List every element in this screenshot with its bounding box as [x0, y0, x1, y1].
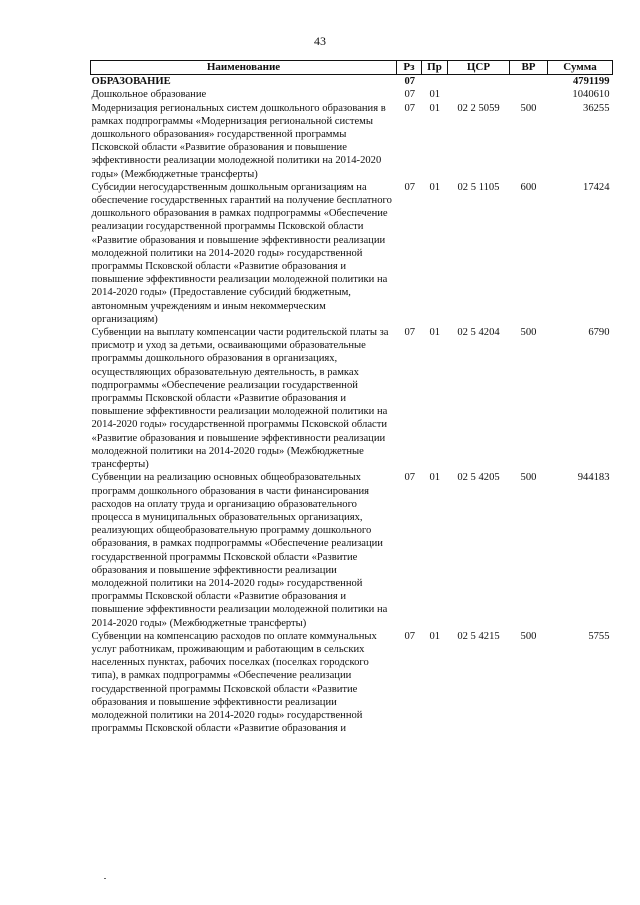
- row-vr: 600: [520, 181, 537, 193]
- row-csr: [448, 88, 510, 101]
- table-row: [91, 102, 613, 181]
- row-rz: 07: [404, 181, 416, 193]
- row-rz: 07: [404, 89, 416, 101]
- row-csr: [448, 75, 510, 89]
- header-rz: Рз: [397, 61, 422, 75]
- row-rz: 07: [404, 472, 416, 484]
- table-row: [91, 326, 613, 471]
- row-vr: 500: [520, 327, 537, 339]
- row-vr: 500: [520, 102, 537, 114]
- row-name: ОБРАЗОВАНИЕ: [91, 76, 171, 88]
- row-sum: 5755: [588, 630, 610, 642]
- table-row-section-total: [91, 75, 613, 89]
- row-name: Субсидии негосударственным дошкольным организациям на обеспечение государственных гарантий на получение бесплатного дошкольного образования в рамках подпрограммы «Обеспечение реализации государственной программы Псковской области «Развитие образования и повышение эффективности реализации молодежной политики на 2014-2020 годы» государственной программы Псковской области «Развитие образования и повышение эффективности реализации молодежной политики на 2014-2020 годы» (Предоставление субсидий бюджетным, автономным учреждениям и иным некоммерческим организациям): [91, 181, 392, 325]
- row-sum: 36255: [583, 102, 610, 114]
- row-vr: 500: [520, 630, 537, 642]
- page-number: 43: [314, 34, 326, 48]
- row-pr: [422, 75, 448, 89]
- row-csr: 02 5 4205: [457, 472, 500, 484]
- row-name: Субвенции на компенсацию расходов по оплате коммунальных услуг работникам, проживающим и работающим в сельских населенных пунктах, рабочих поселках (поселках городского типа), в рамках подпрограммы «Обеспечение реализации государственной программы Псковской области «Развитие образования и повышение эффективности реализации молодежной политики на 2014-2020 годы» государственной программы Псковской области «Развитие образования и: [91, 630, 377, 735]
- row-sum: 6790: [588, 327, 610, 339]
- row-name: Субвенции на реализацию основных общеобразовательных программ дошкольного образования в части финансирования расходов на оплату труда и организацию образовательного процесса в муниципальных образовательных организациях, реализующих общеобразовательную программу дошкольного образования, в рамках подпрограммы «Обеспечение реализации государственной программы Псковской области «Развитие образования и повышение эффективности реализации молодежной политики на 2014-2020 годы» государственной программы Псковской области «Развитие образования и повышение эффективности реализации молодежной политики на 2014-2020 годы» (Межбюджетные трансферты): [91, 472, 388, 629]
- table-row: [91, 181, 613, 326]
- row-csr: 02 2 5059: [457, 102, 500, 114]
- row-name: Субвенции на выплату компенсации части родительской платы за присмотр и уход за детьми, осваивающими образовательные программы дошкольного образования в организациях, осуществляющих образовательную деятельность, в рамках подпрограммы «Обеспечение реализации государственной программы Псковской области «Развитие образования и повышение эффективности реализации молодежной политики на 2014-2020 годы» государственной программы Псковской области «Развитие образования и повышение эффективности реализации молодежной политики на 2014-2020 годы» (Межбюджетные трансферты): [91, 327, 389, 471]
- row-pr: 01: [429, 472, 441, 484]
- header-csr: ЦСР: [448, 61, 510, 75]
- row-rz: 07: [404, 102, 416, 114]
- row-sum: 4791199: [573, 76, 610, 88]
- table-row: [91, 471, 613, 629]
- row-csr: 02 5 1105: [457, 181, 500, 193]
- row-name: Дошкольное образование: [91, 89, 207, 101]
- budget-table: [90, 60, 613, 735]
- row-pr: 01: [429, 630, 441, 642]
- row-name: Модернизация региональных систем дошкольного образования в рамках подпрограммы «Модернизация региональной системы дошкольного образования» государственной программы Псковской области «Развитие образования и повышение эффективности реализации молодежной политики на 2014-2020 годы» (Межбюджетные трансферты): [91, 102, 386, 180]
- row-pr: 01: [429, 102, 441, 114]
- row-sum: 1040610: [572, 89, 610, 101]
- row-rz: 07: [404, 76, 416, 88]
- row-vr: [510, 88, 548, 101]
- row-csr: 02 5 4215: [457, 630, 500, 642]
- row-vr: 500: [520, 472, 537, 484]
- row-sum: 944183: [577, 472, 610, 484]
- row-vr: [510, 75, 548, 89]
- row-csr: 02 5 4204: [457, 327, 500, 339]
- row-rz: 07: [404, 630, 416, 642]
- table-row: [91, 630, 613, 736]
- table-header-row: [91, 61, 613, 75]
- row-rz: 07: [404, 327, 416, 339]
- row-pr: 01: [429, 89, 441, 101]
- scan-mark: [104, 878, 106, 879]
- header-name: Наименование: [91, 61, 397, 75]
- header-vr: ВР: [510, 61, 548, 75]
- row-pr: 01: [429, 181, 441, 193]
- table-row: [91, 88, 613, 101]
- row-pr: 01: [429, 327, 441, 339]
- header-pr: Пр: [422, 61, 448, 75]
- row-sum: 17424: [583, 181, 610, 193]
- header-sum: Сумма: [548, 61, 613, 75]
